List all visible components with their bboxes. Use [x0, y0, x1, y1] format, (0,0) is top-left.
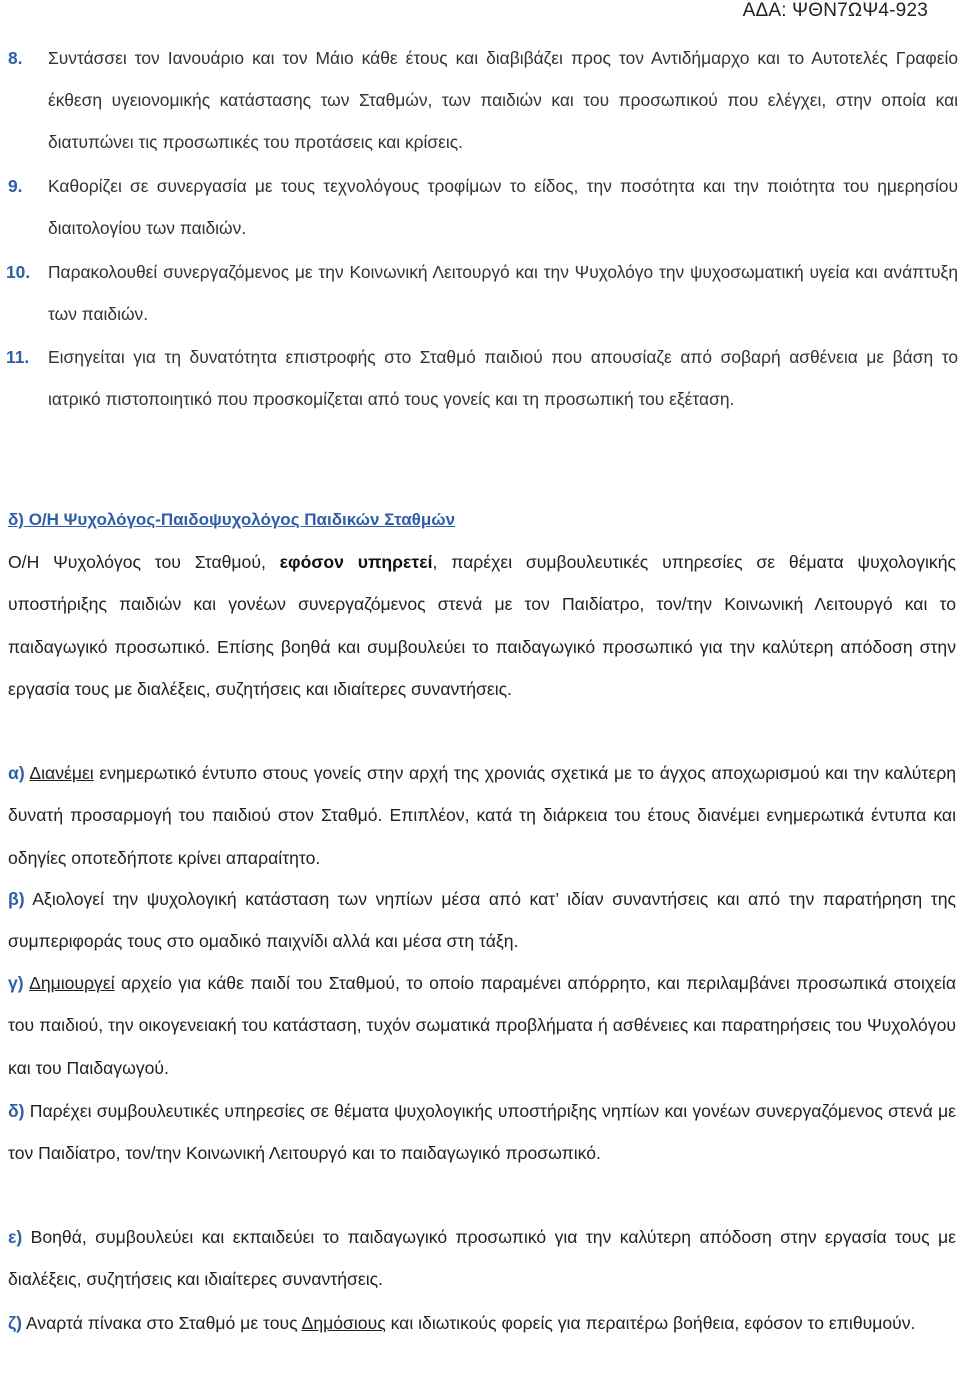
list-number: 8. — [8, 48, 23, 68]
intro-text: Ο/Η Ψυχολόγος του Σταθμού, — [8, 552, 280, 572]
duty-underlined-word: Δημόσιους — [301, 1313, 386, 1333]
duty-text: ενημερωτικό έντυπο στους γονείς στην αρχή της χρονιάς σχετικά με το άγχος αποχωρισμού και την καλύτερη δυνατή προσαρμογή του παιδιού στον Σταθμό. Επιπλέον, κατά τη διάρκεια του έτους διανέμει ενημερωτικά έντυπα και οδηγίες οποτεδήποτε κρίνει απαραίτητο. — [8, 763, 956, 868]
duty-verb: Διανέμει — [29, 763, 94, 783]
list-item-text: Συντάσσει τον Ιανουάριο και τον Μάιο κάθε έτους και διαβιβάζει προς τον Αντιδήμαρχο και το Αυτοτελές Γραφείο έκθεση υγειονομικής κατάστασης των Σταθμών, των παιδιών και του προσωπικού που ελέγχει, στην οποία και διατυπώνει τις προσωπικές του προτάσεις και κρίσεις. — [48, 48, 958, 152]
duty-text: αρχείο για κάθε παιδί του Σταθμού, το οποίο παραμένει απόρρητο, και περιλαμβάνει προσωπικά στοιχεία του παιδιού, την οικογενειακή του κατάσταση, τυχόν σωματικά προβλήματα ή ασθένειες και παρατηρήσεις του Ψυχολόγου και του Παιδαγωγού. — [8, 973, 957, 1078]
duty-text-rest: και ιδιωτικούς φορείς για περαιτέρω βοήθεια, εφόσον το επιθυμούν. — [385, 1313, 916, 1333]
duty-text: Βοηθά, συμβουλεύει και εκπαιδεύει το παιδαγωγικό προσωπικό για την καλύτερη απόδοση στην εργασία τους με διαλέξεις, συζητήσεις και ιδιαίτερες συναντήσεις. — [8, 1227, 956, 1290]
duty-alpha — [8, 752, 956, 879]
ada-code: ΑΔΑ: ΨΘΝ7ΩΨ4-923 — [742, 0, 928, 21]
list-number: 10. — [6, 262, 31, 282]
duty-text: Παρέχει συμβουλευτικές υπηρεσίες σε θέματα ψυχολογικής υποστήριξης νηπίων και γονέων συνεργαζόμενος στενά με τον Παιδίατρο, τον/την Κοινωνική Λειτουργό και το παιδαγωγικό προσωπικό. — [8, 1101, 956, 1164]
list-item-9 — [8, 165, 958, 249]
list-item-text: Παρακολουθεί συνεργαζόμενος με την Κοινωνική Λειτουργό και την Ψυχολόγο την ψυχοσωματική υγεία και ανάπτυξη των παιδιών. — [48, 262, 958, 324]
list-number: 11. — [6, 347, 30, 367]
duty-zeta — [8, 1302, 956, 1344]
duty-letter: β) — [8, 889, 25, 909]
list-item-10 — [6, 251, 958, 335]
intro-bold-text: εφόσον υπηρετεί — [279, 552, 433, 572]
duty-letter: δ) — [8, 1101, 25, 1121]
duty-beta — [8, 878, 956, 963]
duty-letter: ε) — [8, 1227, 23, 1247]
section-intro — [8, 541, 956, 711]
intro-text-rest: , παρέχει συμβουλευτικές υπηρεσίες σε θέματα ψυχολογικής υποστήριξης παιδιών και γονέων συνεργαζόμενος στενά με τον Παιδίατρο, τον/την Κοινωνική Λειτουργό και το παιδαγωγικό προσωπικό. Επίσης βοηθά και συμβουλεύει το παιδαγωγικό προσωπικό για την καλύτερη απόδοση στην εργασία τους με διαλέξεις, συζητήσεις και ιδιαίτερες συναντήσεις. — [8, 552, 956, 700]
duty-text: Αναρτά πίνακα στο Σταθμό με τους — [21, 1313, 302, 1333]
duty-text: Αξιολογεί την ψυχολογική κατάσταση των νηπίων μέσα από κατ’ ιδίαν συναντήσεις και από την παρατήρηση της συμπεριφοράς τους στο ομαδικό παιχνίδι αλλά και μέσα στη τάξη. — [8, 889, 956, 952]
duty-epsilon — [8, 1216, 956, 1301]
list-item-8 — [8, 37, 958, 163]
list-item-text: Εισηγείται για τη δυνατότητα επιστροφής στο Σταθμό παιδιού που απουσίαζε από σοβαρή ασθένεια με βάση το ιατρικό πιστοποιητικό που προσκομίζεται από τους γονείς και τη προσωπική του εξέταση. — [48, 347, 958, 409]
duty-delta — [8, 1090, 956, 1175]
duty-letter: γ) — [8, 973, 24, 993]
duty-letter: ζ) — [8, 1313, 22, 1333]
list-number: 9. — [8, 176, 23, 196]
section-heading: δ) Ο/Η Ψυχολόγος-Παιδοψυχολόγος Παιδικών Σταθμών — [8, 510, 456, 529]
list-item-11 — [6, 336, 958, 420]
duty-gamma — [8, 962, 956, 1089]
list-item-text: Καθορίζει σε συνεργασία με τους τεχνολόγους τροφίμων το είδος, την ποσότητα και την ποιότητα του ημερησίου διαιτολογίου των παιδιών. — [48, 176, 958, 238]
duty-verb: Δημιουργεί — [29, 973, 115, 993]
duty-letter: α) — [8, 763, 25, 783]
